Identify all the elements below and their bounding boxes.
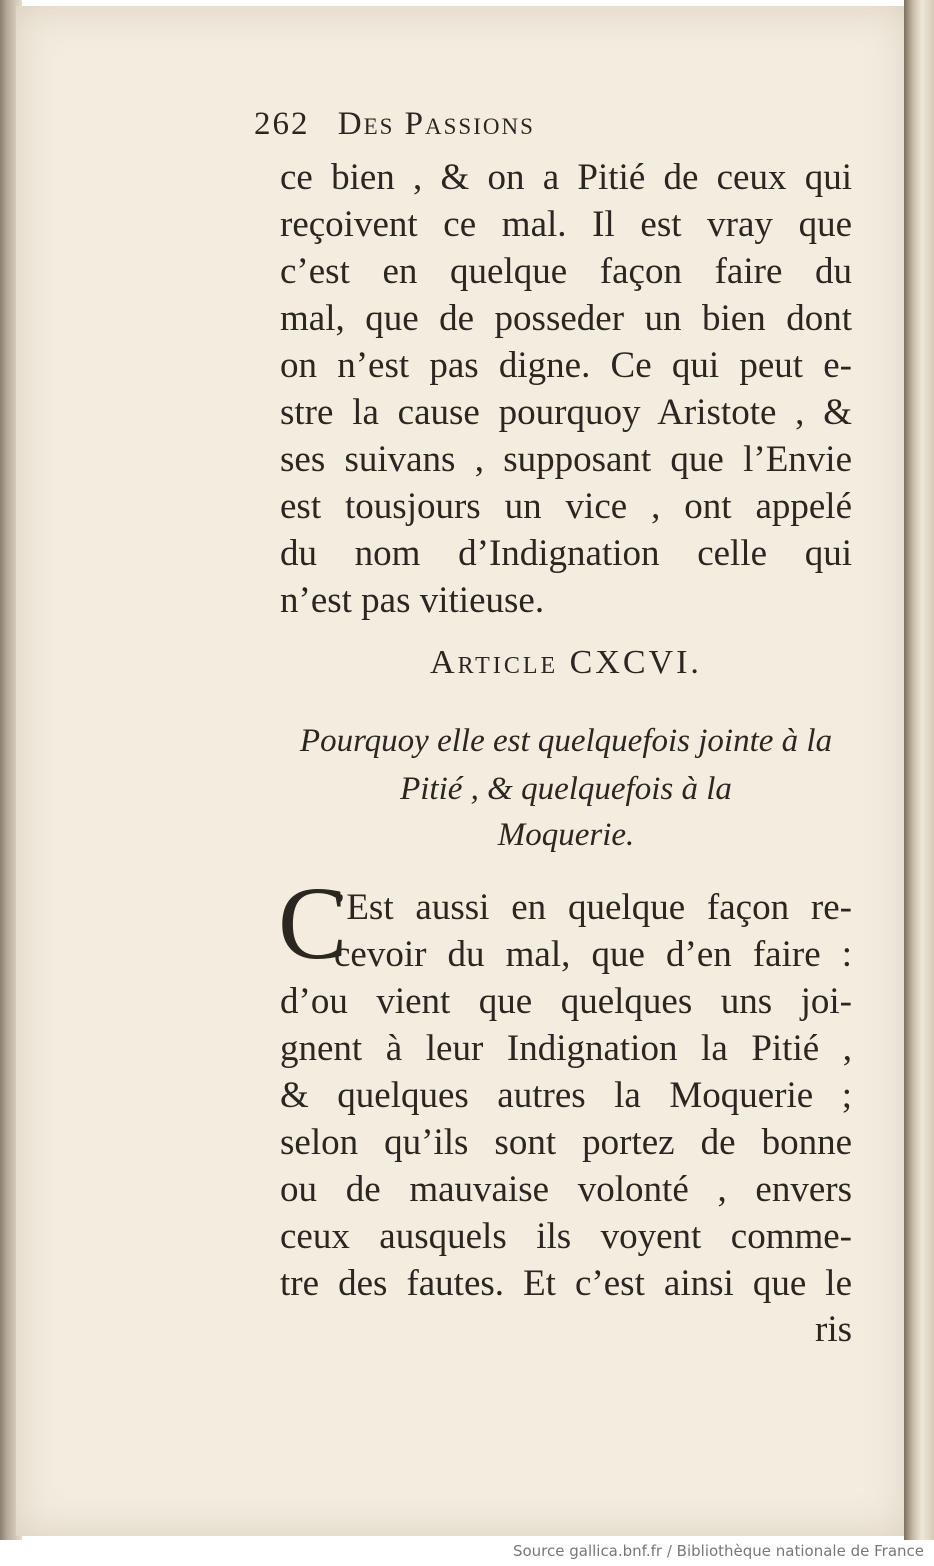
article-heading: Article CXCVI.: [430, 644, 702, 681]
text-line: cevoir du mal, que d’en faire :: [334, 934, 852, 975]
page-number: 262: [254, 106, 310, 142]
text-line: d’ou vient que quelques uns joi-: [280, 981, 852, 1022]
text-line: ce bien , & on a Pitié de ceux qui: [280, 157, 852, 198]
text-line: & quelques autres la Moquerie ;: [280, 1075, 852, 1116]
running-head: [254, 106, 854, 143]
text-line: tre des fautes. Et c’est ainsi que le: [280, 1263, 852, 1304]
text-line: ou de mauvaise volonté , envers: [280, 1169, 852, 1210]
text-line: ’Est aussi en quelque façon re-: [334, 887, 852, 928]
text-line: on n’est pas digne. Ce qui peut e-: [280, 345, 852, 386]
article-subtitle-line: Pitié , & quelquefois à la: [400, 771, 732, 807]
text-line: c’est en quelque façon faire du: [280, 251, 852, 292]
text-line: est tousjours un vice , ont appelé: [280, 486, 852, 527]
text-line: selon qu’ils sont portez de bonne: [280, 1122, 852, 1163]
catchword: ris: [815, 1309, 852, 1350]
text-line: mal, que de posseder un bien dont: [280, 298, 852, 339]
text-line: ceux ausquels ils voyent comme-: [280, 1216, 852, 1257]
text-line: reçoivent ce mal. Il est vray que: [280, 204, 852, 245]
article-subtitle-line: Moquerie.: [497, 817, 635, 853]
article-subtitle-line: Pourquoy elle est quelquefois jointe à la: [299, 723, 833, 759]
source-credit: Source gallica.bnf.fr / Bibliothèque nationale de France: [512, 1542, 924, 1560]
text-line: du nom d’Indignation celle qui: [280, 533, 852, 574]
text-line: gnent à leur Indignation la Pitié ,: [280, 1028, 852, 1069]
text-line: stre la cause pourquoy Aristote , &: [280, 392, 852, 433]
page-fore-edge: [904, 0, 934, 1540]
text-line-last: n’est pas vitieuse.: [280, 580, 545, 621]
text-line: ses suivans , supposant que l’Envie: [280, 439, 852, 480]
drop-cap: C: [278, 866, 348, 981]
running-title: Des Passions: [337, 106, 535, 142]
